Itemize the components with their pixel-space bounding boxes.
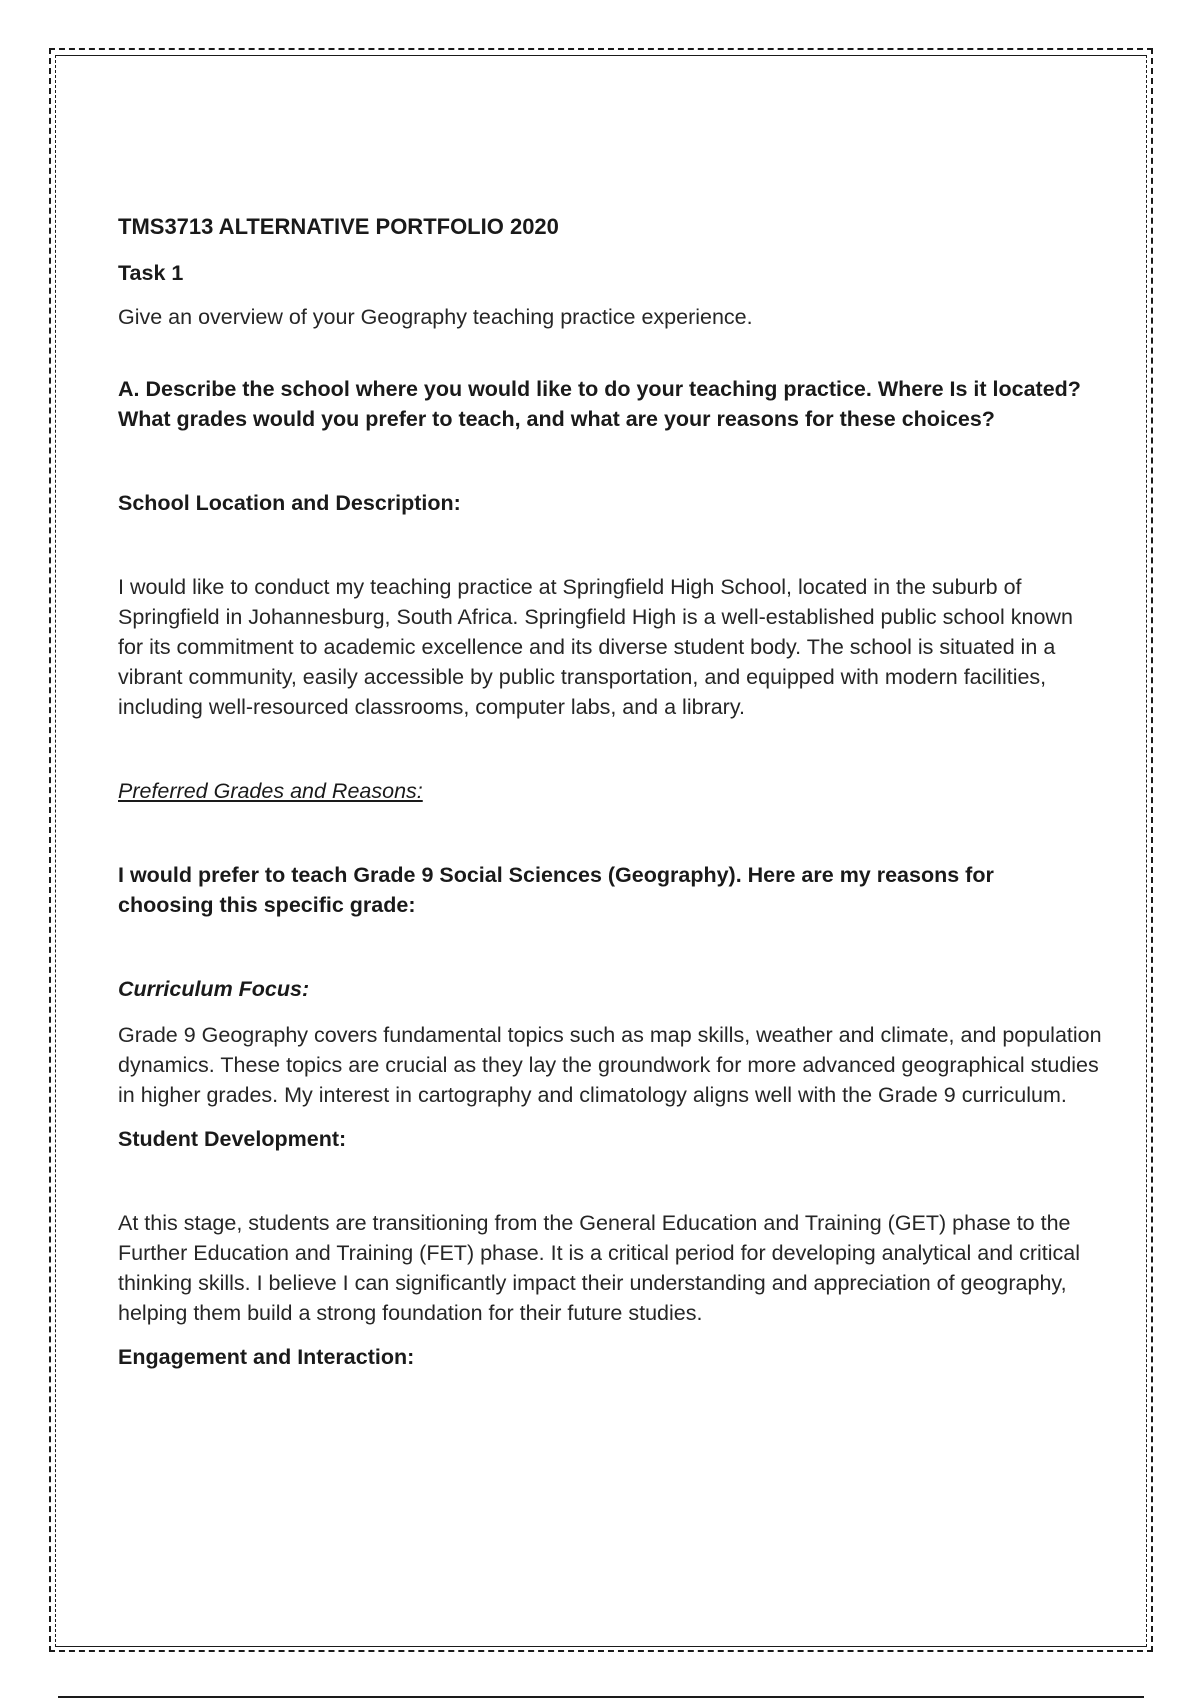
student-development-paragraph: At this stage, students are transitioning from the General Education and Training (GET) phase to the Further Education and Training (FET) phase. It is a critical period for developing analytical and critical thinking skills. I believe I can significantly impact their understanding and appreciation of geography, helping them build a strong foundation for their future studies. — [118, 1211, 1080, 1325]
question-a: A. Describe the school where you would like to do your teaching practice. Where Is it located? What grades would you prefer to teach, and what are your reasons for these choices? — [118, 377, 1081, 431]
footer-divider — [58, 1696, 1144, 1698]
student-development-heading: Student Development: — [118, 1127, 347, 1151]
task-prompt: Give an overview of your Geography teaching practice experience. — [118, 305, 753, 329]
curriculum-focus-heading: Curriculum Focus: — [118, 977, 310, 1001]
school-location-heading: School Location and Description: — [118, 491, 461, 515]
engagement-heading: Engagement and Interaction: — [118, 1345, 415, 1369]
document-title: TMS3713 ALTERNATIVE PORTFOLIO 2020 — [118, 214, 559, 239]
preferred-grades-heading: Preferred Grades and Reasons: — [118, 779, 423, 803]
document-body — [118, 212, 1108, 1372]
school-description-paragraph: I would like to conduct my teaching practice at Springfield High School, located in the suburb of Springfield in Johannesburg, South Africa. Springfield High is a well-established public school known for its commitment to academic excellence and its diverse student body. The school is situated in a vibrant community, easily accessible by public transportation, and equipped with modern facilities, including well-resourced classrooms, computer labs, and a library. — [118, 575, 1073, 719]
task-label: Task 1 — [118, 261, 184, 285]
grade-preference-statement: I would prefer to teach Grade 9 Social Sciences (Geography). Here are my reasons for choosing this specific grade: — [118, 863, 994, 917]
curriculum-focus-paragraph: Grade 9 Geography covers fundamental topics such as map skills, weather and climate, and population dynamics. These topics are crucial as they lay the groundwork for more advanced geographical studies in higher grades. My interest in cartography and climatology aligns well with the Grade 9 curriculum. — [118, 1023, 1102, 1107]
